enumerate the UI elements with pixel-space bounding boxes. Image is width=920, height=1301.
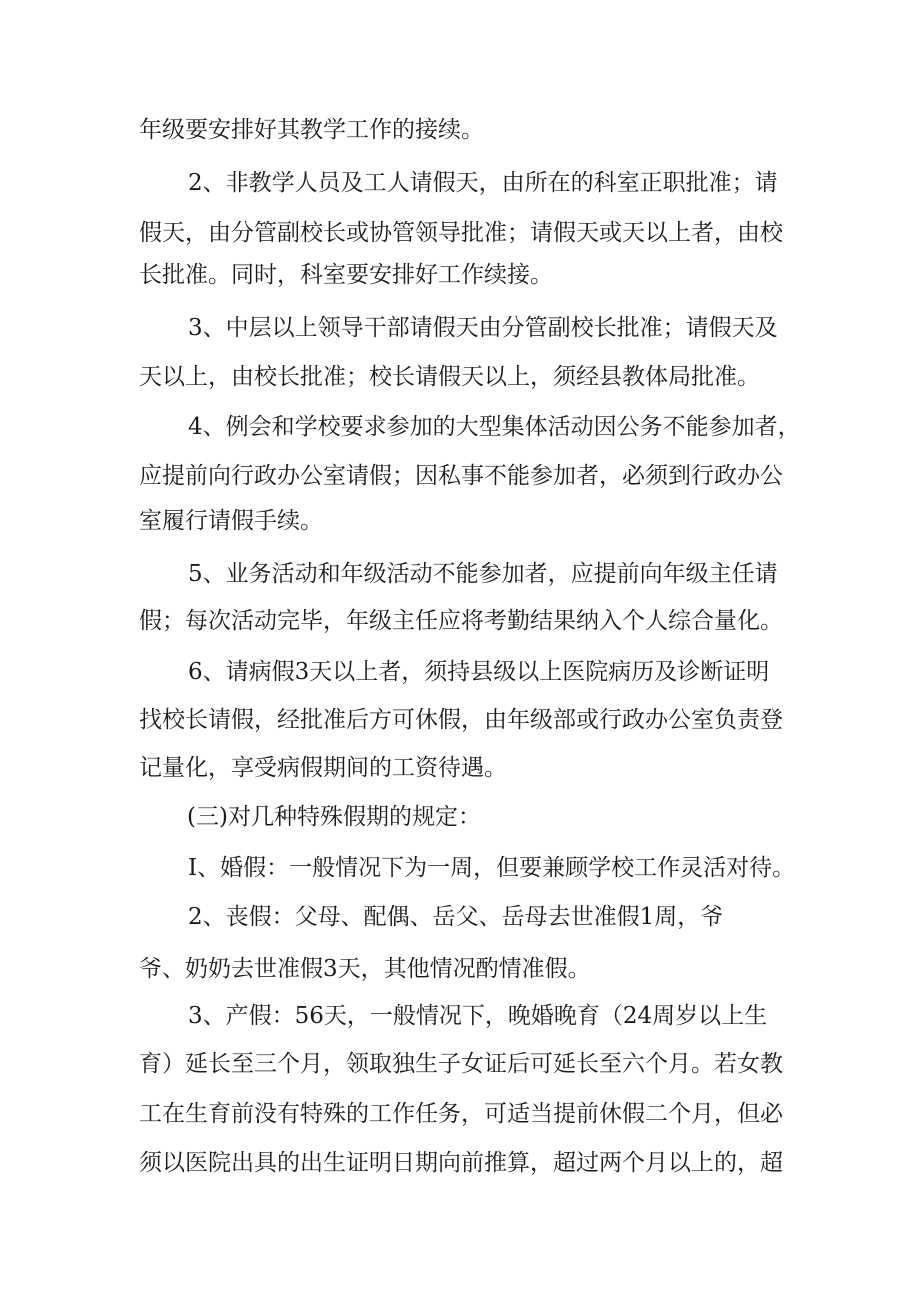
text-line: 工在生育前没有特殊的工作任务，可适当提前休假二个月，但必: [139, 1101, 783, 1127]
text-line: 找校长请假，经批准后方可休假，由年级部或行政办公室负责登: [139, 707, 783, 733]
text-line: I、婚假：一般情况下为一周，但要兼顾学校工作灵活对待。: [188, 855, 796, 881]
text-line: 应提前向行政办公室请假；因私事不能参加者，必须到行政办公: [139, 463, 783, 489]
text-line: 天以上，由校长批准；校长请假天以上，须经县教体局批准。: [139, 364, 760, 390]
text-line: 室履行请假手续。: [139, 508, 323, 534]
text-line: 4、例会和学校要求参加的大型集体活动因公务不能参加者，: [188, 414, 801, 440]
text-line: 爷、奶奶去世准假3天，其他情况酌情准假。: [139, 956, 591, 982]
text-line: 年级要安排好其教学工作的接续。: [139, 117, 484, 143]
text-line: 假；每次活动完毕，年级主任应将考勤结果纳入个人综合量化。: [139, 608, 783, 634]
text-line: 假天，由分管副校长或协管领导批准；请假天或天以上者，由校: [139, 220, 783, 246]
text-line: 记量化，享受病假期间的工资待遇。: [139, 755, 507, 781]
text-line: 6、请病假3天以上者，须持县级以上医院病历及诊断证明: [188, 659, 770, 685]
text-line: 3、中层以上领导干部请假天由分管副校长批准；请假天及: [188, 315, 778, 341]
text-line: 3、产假：56天，一般情况下，晚婚晚育（24周岁以上生: [188, 1003, 768, 1029]
section-heading: (三)对几种特殊假期的规定：: [187, 804, 481, 830]
text-line: 2、非教学人员及工人请假天，由所在的科室正职批准；请: [188, 170, 778, 196]
text-line: 5、业务活动和年级活动不能参加者，应提前向年级主任请: [188, 561, 778, 587]
text-line: 2、丧假：父母、配偶、岳父、岳母去世准假1周，爷: [188, 904, 724, 930]
text-line: 须以医院出具的出生证明日期向前推算，超过两个月以上的，超: [139, 1150, 783, 1176]
text-line: 长批准。同时，科室要安排好工作续接。: [139, 262, 553, 288]
text-line: 育）延长至三个月，领取独生子女证后可延长至六个月。若女教: [139, 1051, 783, 1077]
